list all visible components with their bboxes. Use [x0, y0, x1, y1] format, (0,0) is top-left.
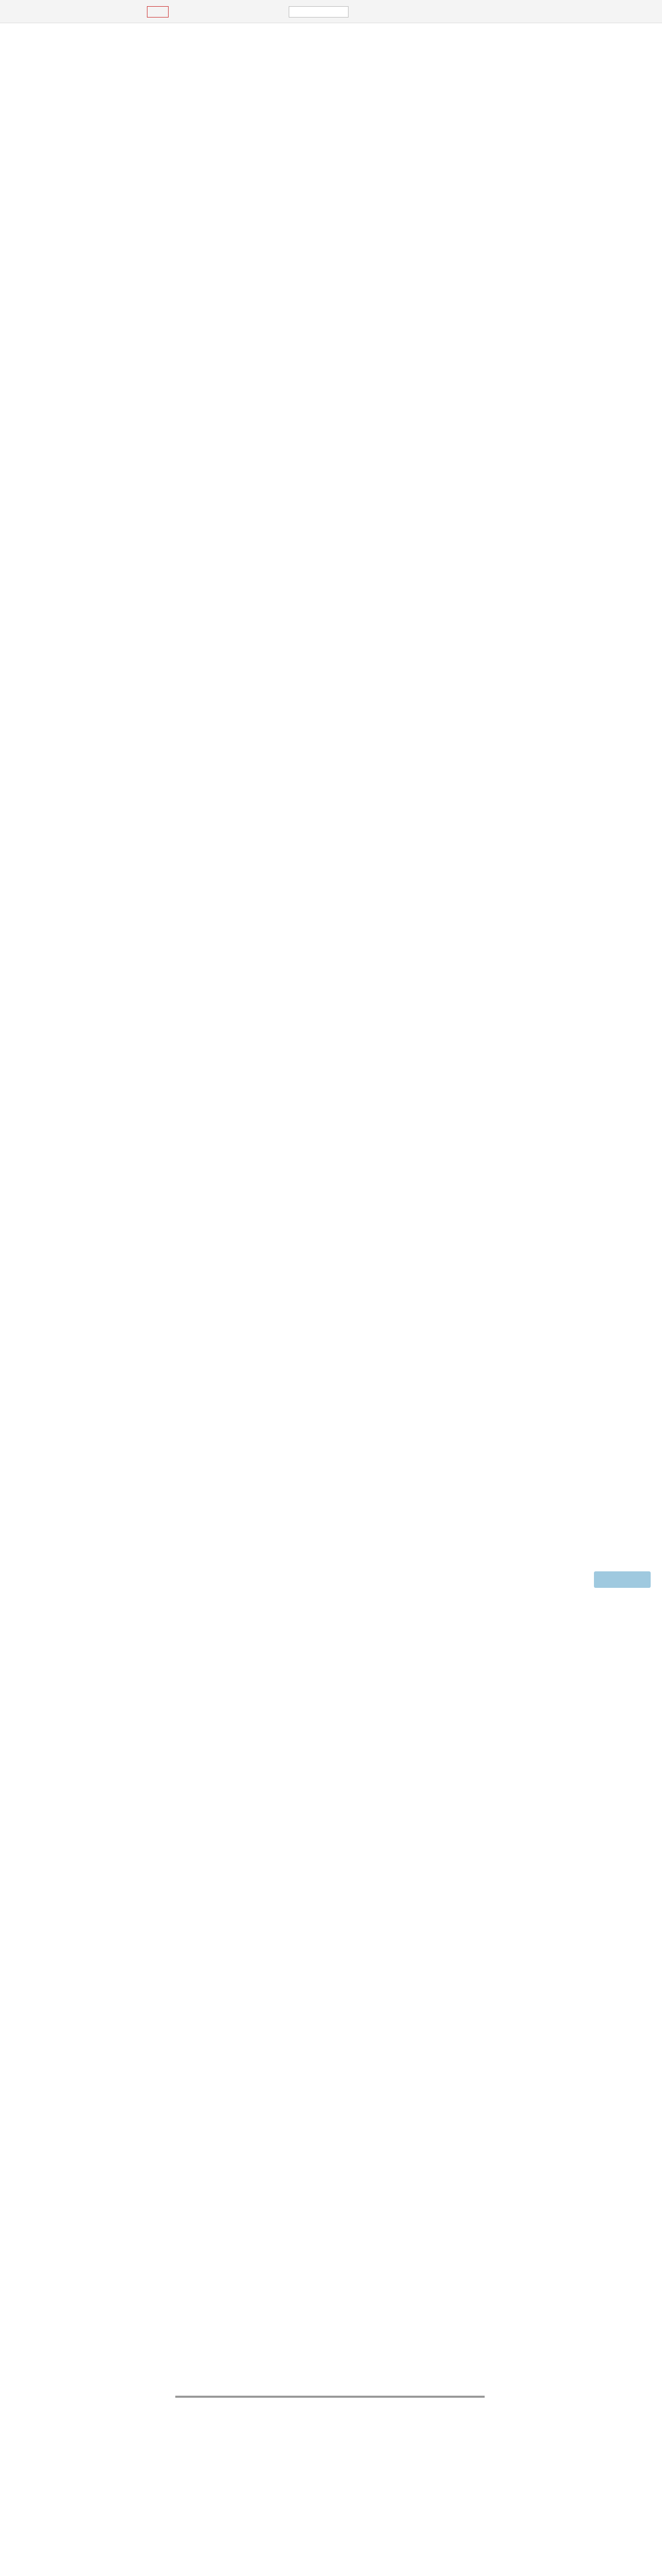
site-header	[0, 0, 662, 23]
login-button[interactable]	[147, 6, 169, 18]
afterword-divider	[175, 2396, 485, 2398]
page-top-button[interactable]	[594, 1571, 651, 1588]
bookmark-search-input[interactable]	[289, 6, 349, 18]
chapter-pager-top	[0, 91, 662, 98]
